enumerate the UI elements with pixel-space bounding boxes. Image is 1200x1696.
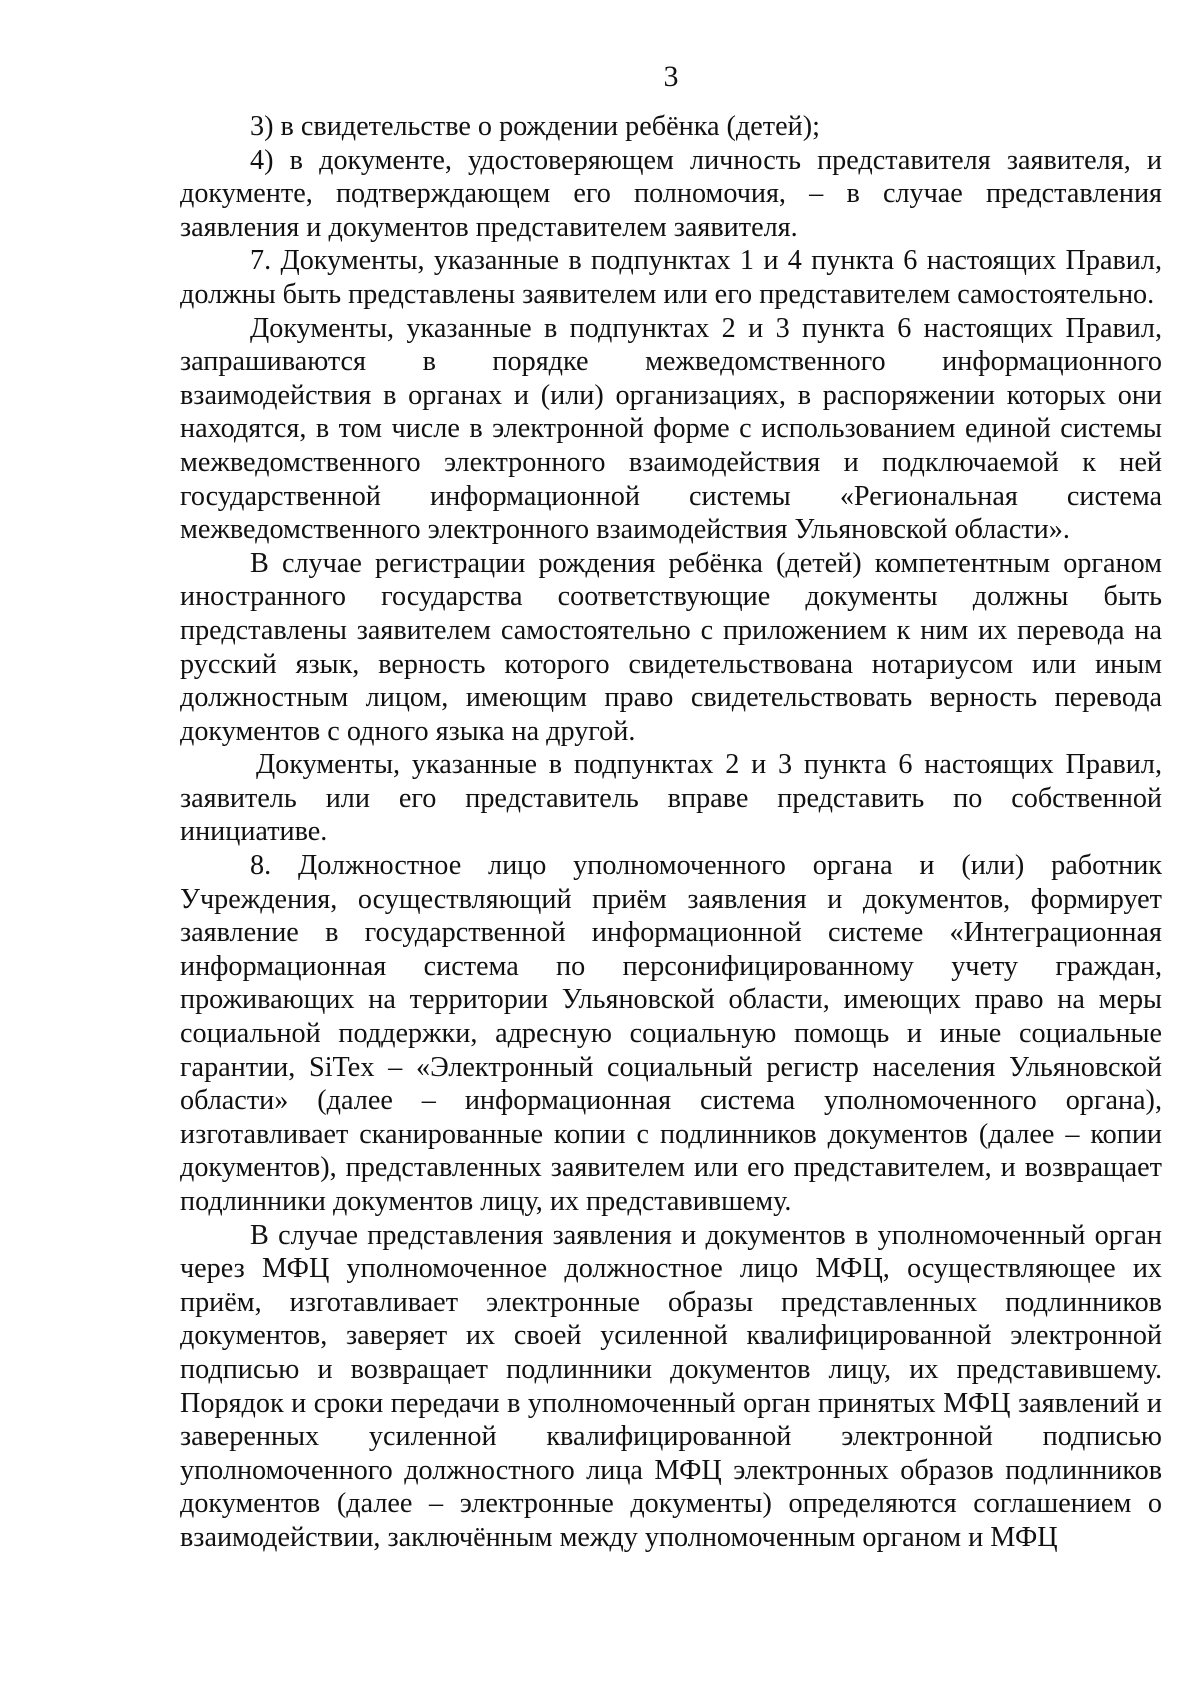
paragraph-item-3: 3) в свидетельстве о рождении ребёнка (детей); bbox=[250, 111, 820, 142]
paragraph-item-4: 4) в документе, удостоверяющем личность представителя заявителя, и документе, подтверждающем его полномочия, – в случае представления заявления и документов представителем заявителя. bbox=[180, 144, 1162, 243]
document-body bbox=[180, 110, 1162, 1555]
paragraph-section-8-mfc: В случае представления заявления и документов в уполномоченный орган через МФЦ уполномоченное должностное лицо МФЦ, осуществляющее их приём, изготавливает электронные образы представленных подлинников документов, заверяет их своей усиленной квалифицированной электронной подписью и возвращает подлинники документов лицу, их представившему. Порядок и сроки передачи в уполномоченный орган принятых МФЦ заявлений и заверенных усиленной квалифицированной электронной подписью уполномоченного должностного лица МФЦ электронных образов подлинников документов (далее – электронные документы) определяются соглашением о взаимодействии, заключённым между уполномоченным органом и МФЦ bbox=[180, 1219, 1162, 1553]
paragraph-section-7: 7. Документы, указанные в подпунктах 1 и 4 пункта 6 настоящих Правил, должны быть представлены заявителем или его представителем самостоятельно. bbox=[180, 245, 1162, 310]
page-number: 3 bbox=[663, 60, 679, 93]
paragraph-section-7-requested-docs: Документы, указанные в подпунктах 2 и 3 пункта 6 настоящих Правил, запрашиваются в порядке межведомственного информационного взаимодействия в органах и (или) организациях, в распоряжении которых они находятся, в том числе в электронной форме с использованием единой системы межведомственного электронного взаимодействия и подключаемой к ней государственной информационной системы «Региональная система межведомственного электронного взаимодействия Ульяновской области». bbox=[180, 312, 1162, 546]
paragraph-section-8: 8. Должностное лицо уполномоченного органа и (или) работник Учреждения, осуществляющий приём заявления и документов, формирует заявление в государственной информационной системе «Интеграционная информационная система по персонифицированному учету граждан, проживающих на территории Ульяновской области, имеющих право на меры социальной поддержки, адресную социальную помощь и иные социальные гарантии, SiTex – «Электронный социальный регистр населения Ульяновской области» (далее – информационная система уполномоченного органа), изготавливает сканированные копии с подлинников документов (далее – копии документов), представленных заявителем или его представителем, и возвращает подлинники документов лицу, их представившему. bbox=[180, 850, 1162, 1217]
paragraph-section-7-own-initiative: Документы, указанные в подпунктах 2 и 3 пункта 6 настоящих Правил, заявитель или его представитель вправе представить по собственной инициативе. bbox=[180, 749, 1162, 848]
paragraph-section-7-foreign-registration: В случае регистрации рождения ребёнка (детей) компетентным органом иностранного государства соответствующие документы должны быть представлены заявителем самостоятельно с приложением к ним их перевода на русский язык, верность которого свидетельствована нотариусом или иным должностным лицом, имеющим право свидетельствовать верность перевода документов с одного языка на другой. bbox=[180, 547, 1162, 747]
